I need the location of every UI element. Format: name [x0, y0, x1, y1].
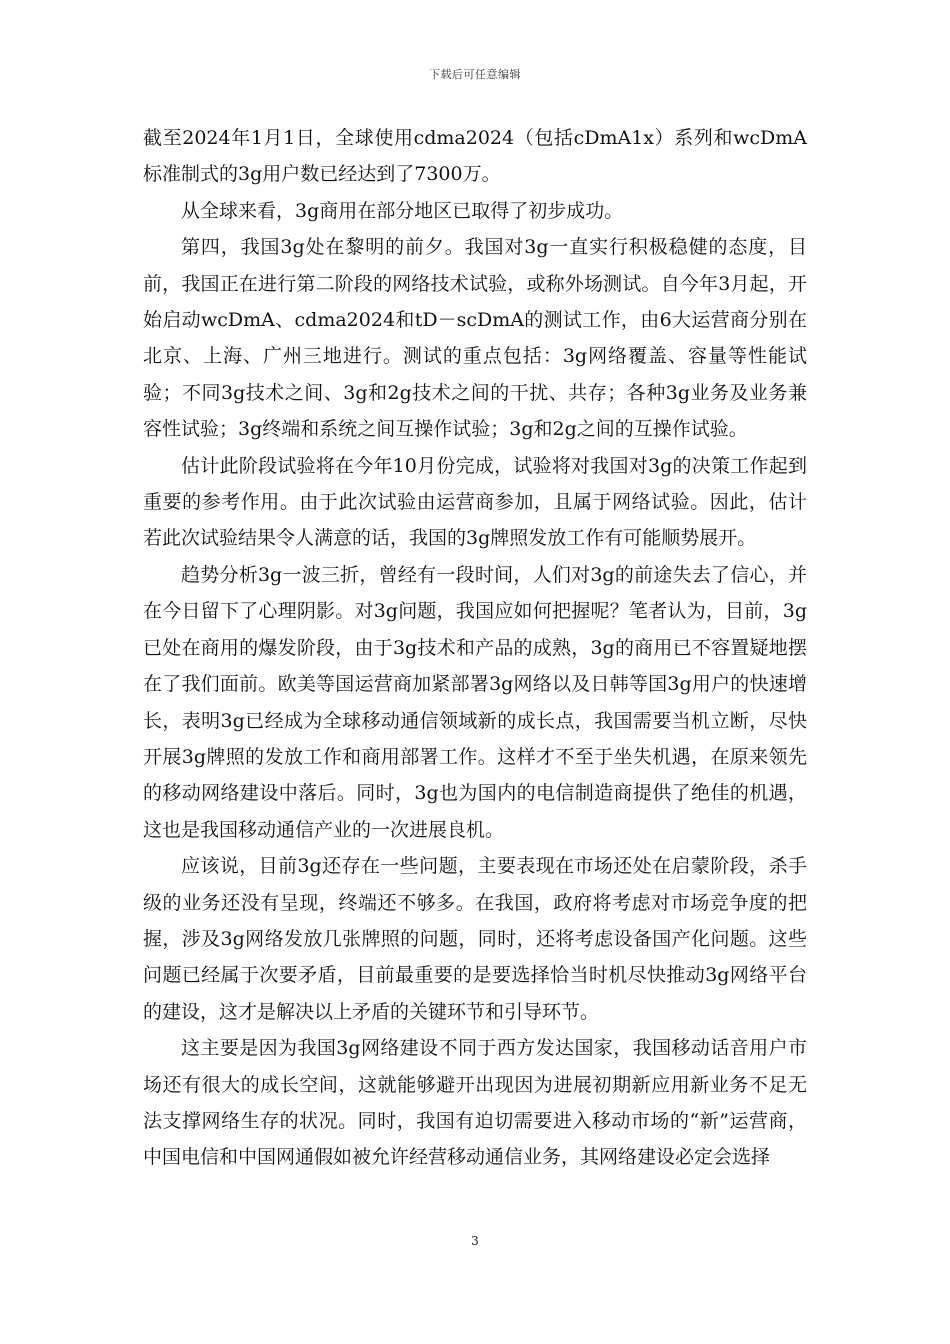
page-header: 下载后可任意编辑 — [429, 68, 521, 81]
paragraph-2: 从全球来看，3g商用在部分地区已取得了初步成功。 — [181, 199, 624, 222]
paragraph-6: 应该说，目前3g还存在一些问题，主要表现在市场还处在启蒙阶段，杀手级的业务还没有呈现，终端还不够多。在我国，政府将考虑对市场竞争度的把握，涉及3g网络发放几张牌照的问题，同时，还将考虑设备国产化问题。这些问题已经属于次要矛盾，目前最重要的是要选择恰当时机尽快推动3g网络平台的建设，这才是解决以上矛盾的关键环节和引导环节。 — [143, 855, 807, 1023]
paragraph-3: 第四，我国3g处在黎明的前夕。我国对3g一直实行积极稳健的态度，目前，我国正在进行第二阶段的网络技术试验，或称外场测试。自今年3月起，开始启动wcDmA、cdma2024和tD－scDmA的测试工作，由6大运营商分别在北京、上海、广州三地进行。测试的重点包括：3g网络覆盖、容量等性能试验；不同3g技术之间、3g和2g技术之间的干扰、共存；各种3g业务及业务兼容性试验；3g终端和系统之间互操作试验；3g和2g之间的互操作试验。 — [143, 236, 807, 441]
paragraph-1: 截至2024年1月1日，全球使用cdma2024（包括cDmA1x）系列和wcDmA标准制式的3g用户数已经达到了7300万。 — [143, 127, 807, 186]
document-body — [143, 120, 807, 1176]
paragraph-5: 趋势分析3g一波三折，曾经有一段时间，人们对3g的前途失去了信心，并在今日留下了心理阴影。对3g问题，我国应如何把握呢？笔者认为，目前，3g已处在商用的爆发阶段，由于3g技术和产品的成熟，3g的商用已不容置疑地摆在了我们面前。欧美等国运营商加紧部署3g网络以及日韩等国3g用户的快速增长，表明3g已经成为全球移动通信领域新的成长点，我国需要当机立断，尽快开展3g牌照的发放工作和商用部署工作。这样才不至于坐失机遇，在原来领先的移动网络建设中落后。同时，3g也为国内的电信制造商提供了绝佳的机遇，这也是我国移动通信产业的一次进展良机。 — [143, 563, 807, 841]
page-number: 3 — [471, 1234, 479, 1248]
paragraph-4: 估计此阶段试验将在今年10月份完成，试验将对我国对3g的决策工作起到重要的参考作用。由于此次试验由运营商参加，且属于网络试验。因此，估计若此次试验结果令人满意的话，我国的3g牌照发放工作有可能顺势展开。 — [143, 454, 807, 550]
paragraph-7: 这主要是因为我国3g网络建设不同于西方发达国家，我国移动话音用户市场还有很大的成长空间，这就能够避开出现因为进展初期新应用新业务不足无法支撑网络生存的状况。同时，我国有迫切需要进入移动市场的“新”运营商，中国电信和中国网通假如被允许经营移动通信业务，其网络建设必定会选择 — [143, 1037, 807, 1169]
